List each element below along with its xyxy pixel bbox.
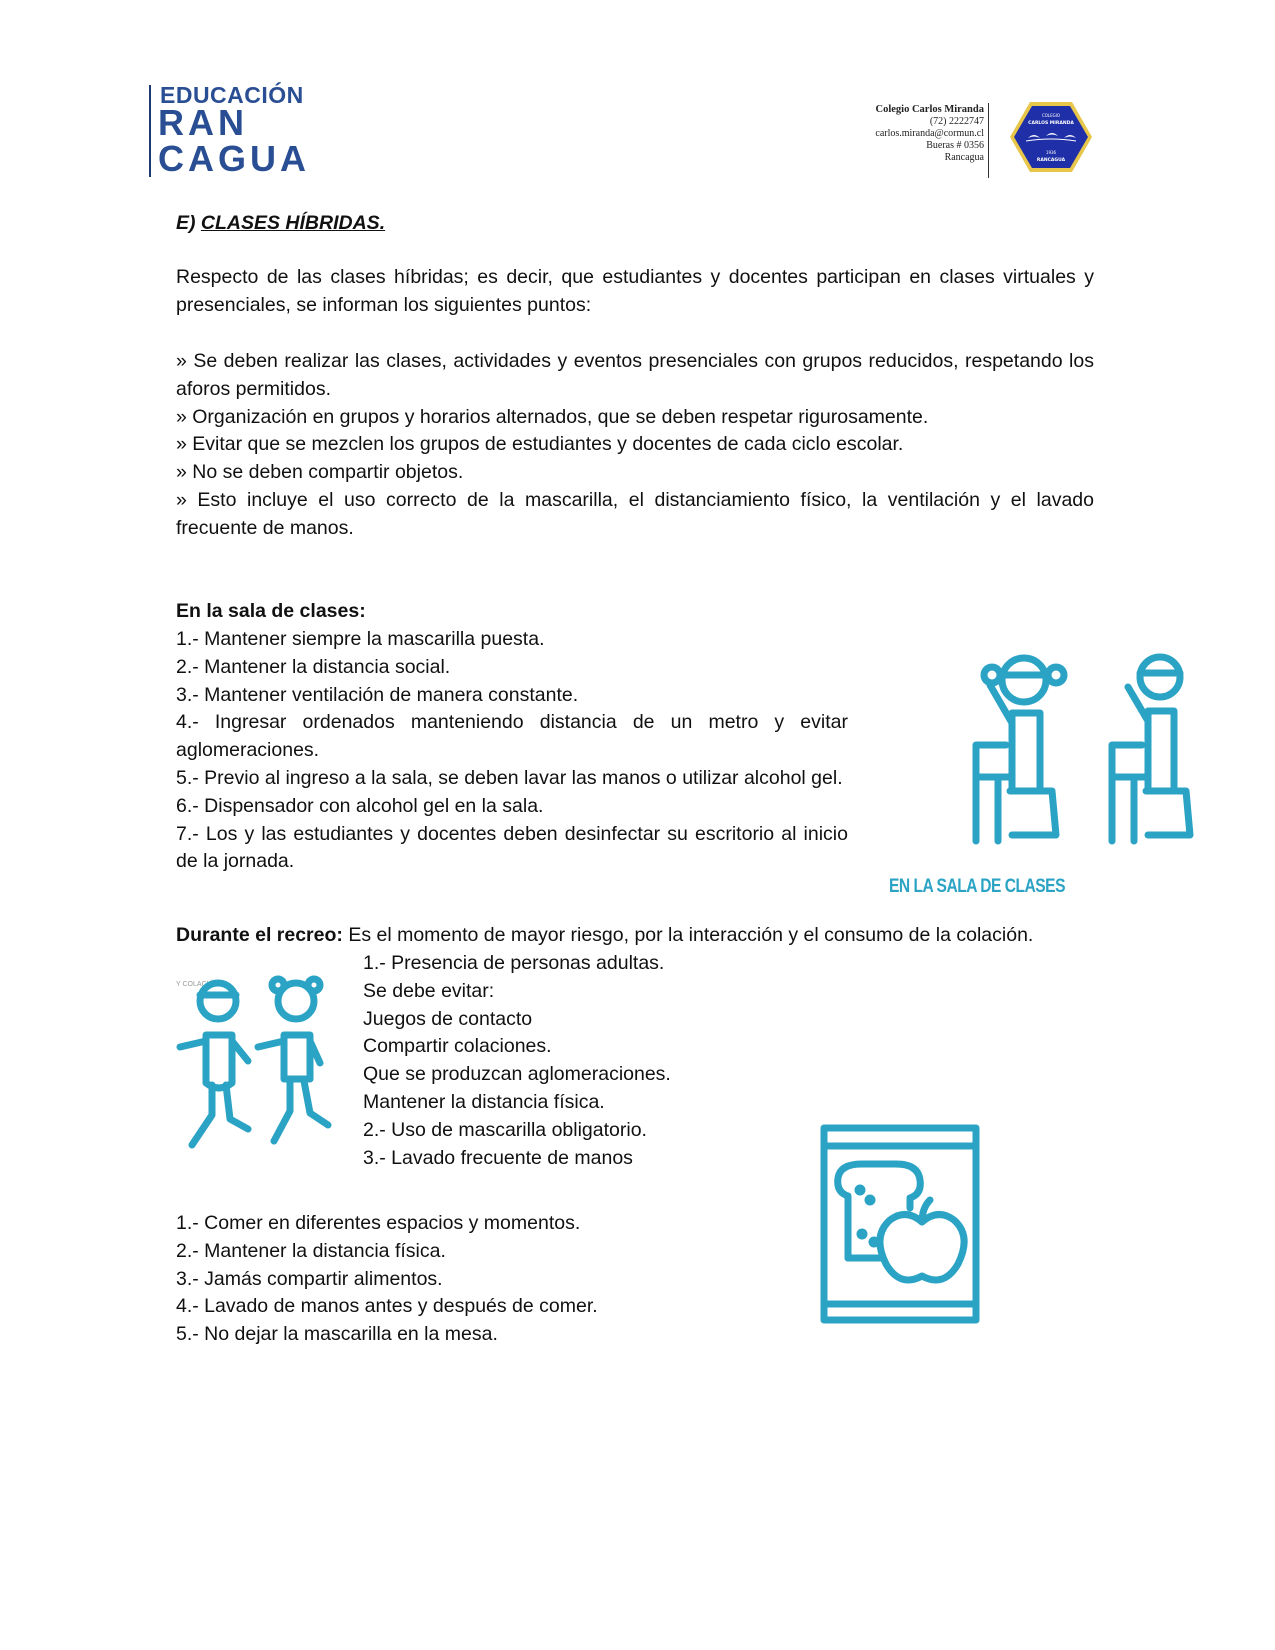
classroom-students-icon (960, 645, 1195, 845)
crest-top-text: COLEGIO (1041, 113, 1061, 118)
eating-item: 1.- Comer en diferentes espacios y momentos. (176, 1212, 581, 1234)
crest-year: 1936 (1045, 150, 1057, 155)
logo-divider (149, 85, 151, 177)
classroom-item: 7.- Los y las estudiantes y docentes deben desinfectar su escritorio al inicio de la jornada. (176, 822, 848, 873)
hybrid-point: » Organización en grupos y horarios alternados, que se deben respetar rigurosamente. (176, 405, 929, 428)
recess-intro (176, 922, 1094, 950)
hybrid-point: » Se deben realizar las clases, actividades y eventos presenciales con grupos reducidos, respetando los aforos permitidos. (176, 350, 1094, 400)
classroom-item: 1.- Mantener siempre la mascarilla puesta. (176, 628, 545, 650)
classroom-image-caption: EN LA SALA DE CLASES (889, 876, 1065, 897)
recess-item: Juegos de contacto (363, 1007, 533, 1030)
classroom-list (176, 626, 848, 876)
classroom-item: 4.- Ingresar ordenados manteniendo distancia de un metro y evitar aglomeraciones. (176, 711, 848, 762)
eating-item: 3.- Jamás compartir alimentos. (176, 1267, 443, 1290)
header-divider (988, 103, 989, 178)
classroom-item: 2.- Mantener la distancia social. (176, 655, 451, 678)
recess-children-icon (170, 975, 345, 1150)
hybrid-points (176, 348, 1094, 543)
recess-item: Mantener la distancia física. (363, 1090, 605, 1113)
logo-text-line1: EDUCACIÓN (160, 82, 304, 108)
hybrid-point: » Esto incluye el uso correcto de la mascarilla, el distanciamiento físico, la ventilación y el lavado frecuente de manos. (176, 488, 1094, 539)
recess-item: 2.- Uso de mascarilla obligatorio. (363, 1118, 647, 1141)
section-intro: Respecto de las clases híbridas; es decir, que estudiantes y docentes participan en clases virtuales y presenciales, se informan los siguientes puntos: (176, 266, 1094, 316)
recess-item: Que se produzcan aglomeraciones. (363, 1063, 671, 1086)
recess-item: 3.- Lavado frecuente de manos (363, 1146, 633, 1169)
school-email: carlos.miranda@cormun.cl (875, 128, 984, 139)
school-city: Rancagua (944, 152, 984, 163)
school-name: Colegio Carlos Miranda (875, 104, 984, 115)
school-address: Bueras # 0356 (926, 140, 984, 151)
school-contact-block (875, 104, 984, 164)
crest-city: RANCAGUA (1036, 158, 1066, 163)
food-bag-icon (818, 1122, 983, 1327)
hybrid-point: » No se deben compartir objetos. (176, 461, 464, 484)
classroom-item: 5.- Previo al ingreso a la sala, se deben lavar las manos o utilizar alcohol gel. (176, 766, 843, 789)
recess-item: Compartir colaciones. (363, 1035, 552, 1058)
recess-item: Se debe evitar: (363, 979, 495, 1002)
recess-image-label: Y COLACIÓ (176, 981, 214, 988)
eating-item: 5.- No dejar la mascarilla en la mesa. (176, 1323, 498, 1346)
crest-name: CARLOS MIRANDA (1028, 121, 1074, 126)
logo-text-line2: RAN (158, 102, 248, 143)
recess-lead: Es el momento de mayor riesgo, por la interacción y el consumo de la colación. (342, 924, 1034, 946)
school-crest-icon (1008, 100, 1094, 174)
section-prefix: E) (176, 212, 196, 234)
section-title-text: CLASES HÍBRIDAS. (200, 212, 386, 234)
section-title (176, 212, 385, 235)
recess-heading: Durante el recreo: (176, 924, 343, 946)
classroom-item: 6.- Dispensador con alcohol gel en la sala. (176, 794, 544, 817)
recess-item: 1.- Presencia de personas adultas. (363, 952, 665, 974)
logo-text-line3: CAGUA (158, 138, 310, 179)
classroom-item: 3.- Mantener ventilación de manera constante. (176, 683, 579, 706)
classroom-heading: En la sala de clases: (176, 600, 366, 622)
hybrid-point: » Evitar que se mezclen los grupos de estudiantes y docentes de cada ciclo escolar. (176, 433, 904, 456)
eating-item: 2.- Mantener la distancia física. (176, 1239, 446, 1262)
school-phone: (72) 2222747 (929, 116, 984, 127)
eating-item: 4.- Lavado de manos antes y después de comer. (176, 1295, 598, 1318)
